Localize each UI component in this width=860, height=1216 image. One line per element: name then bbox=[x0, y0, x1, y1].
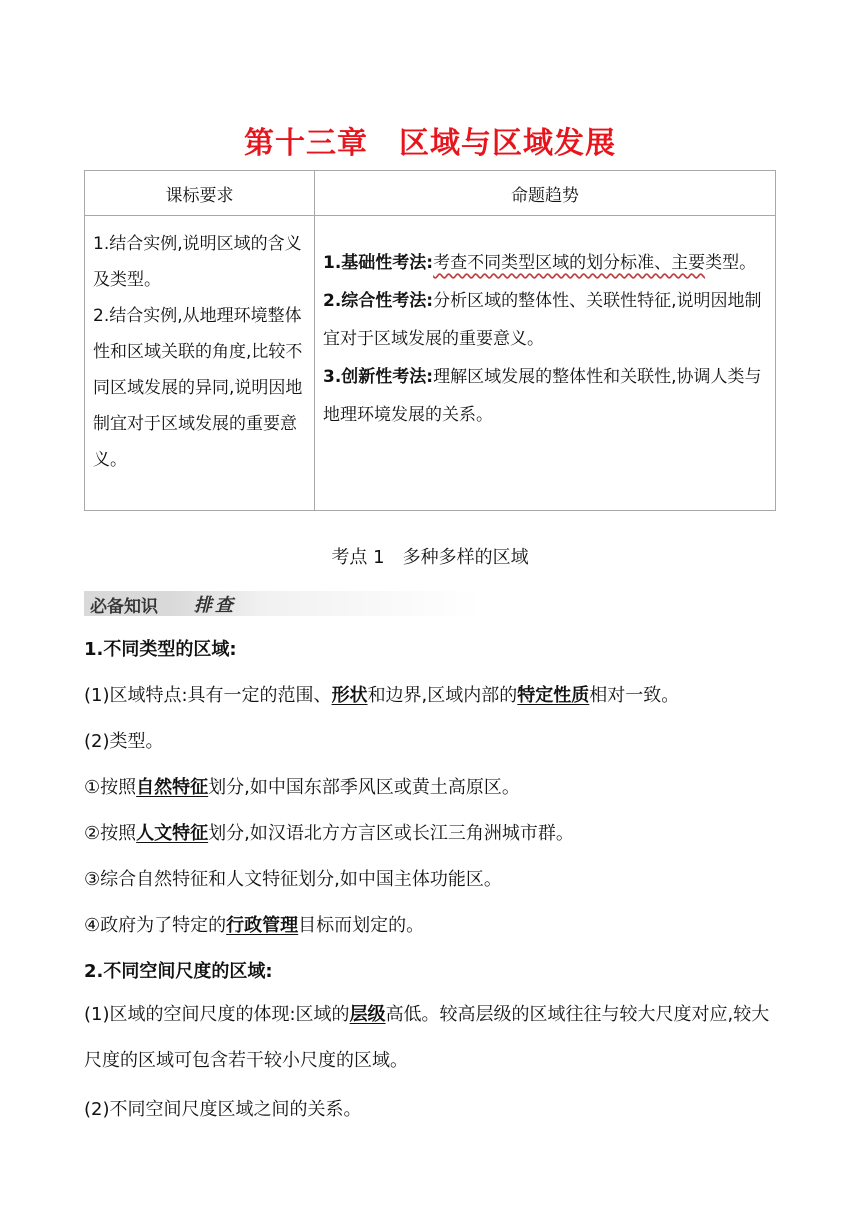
requirements-table bbox=[84, 170, 776, 511]
text-paragraph bbox=[84, 992, 784, 1084]
knowledge-banner bbox=[84, 591, 480, 616]
trend-label: 1.基础性考法: bbox=[323, 253, 434, 273]
text-span: (1)区域的空间尺度的体现:区域的 bbox=[84, 1004, 350, 1025]
key-term: 特定性质 bbox=[517, 685, 590, 706]
key-term: 形状 bbox=[331, 685, 368, 706]
text-line bbox=[84, 681, 679, 707]
standard-cell bbox=[85, 216, 315, 511]
text-line: (2)不同空间尺度区域之间的关系。 bbox=[84, 1099, 362, 1120]
banner-label: 必备知识 bbox=[90, 597, 158, 617]
trend-text: 理解区域发展的整体性和关联性,协调人类与地理环境发展的关系。 bbox=[323, 367, 762, 425]
text-span: 相对一致。 bbox=[589, 685, 680, 706]
text-span: 划分,如汉语北方方言区或长江三角洲城市群。 bbox=[208, 823, 574, 844]
text-span: ①按照 bbox=[84, 777, 137, 798]
key-term: 人文特征 bbox=[136, 823, 209, 844]
trend-item bbox=[323, 282, 769, 358]
text-span: (1)区域特点:具有一定的范围、 bbox=[84, 685, 332, 706]
text-line: ③综合自然特征和人文特征划分,如中国主体功能区。 bbox=[84, 869, 502, 890]
standard-item: 1.结合实例,说明区域的含义及类型。 bbox=[93, 234, 302, 290]
text-line bbox=[84, 911, 424, 937]
trend-label: 2.综合性考法: bbox=[323, 291, 434, 311]
trend-text: 考查不同类型区域的划分标准、主要 bbox=[433, 253, 706, 273]
text-line bbox=[84, 819, 574, 845]
text-line bbox=[84, 773, 520, 799]
trend-text: 分析区域的整体性、关联性特征,说明因地制宜对于区域发展的重要意义。 bbox=[323, 291, 762, 349]
heading-region-types: 1.不同类型的区域: bbox=[84, 639, 237, 660]
text-span: ④政府为了特定的 bbox=[84, 915, 227, 936]
trend-item bbox=[323, 244, 769, 282]
chapter-title: 第十三章 区域与区域发展 bbox=[244, 126, 616, 161]
section-title: 考点 1 多种多样的区域 bbox=[331, 547, 529, 568]
trend-label: 3.创新性考法: bbox=[323, 367, 434, 387]
text-span: ②按照 bbox=[84, 823, 137, 844]
text-span: 划分,如中国东部季风区或黄土高原区。 bbox=[208, 777, 520, 798]
key-term: 层级 bbox=[349, 1004, 386, 1025]
heading-spatial-scale: 2.不同空间尺度的区域: bbox=[84, 961, 273, 982]
table-header-standard: 课标要求 bbox=[85, 171, 315, 216]
trend-cell bbox=[315, 216, 776, 511]
banner-label-italic: 排查 bbox=[194, 595, 236, 616]
text-line: (2)类型。 bbox=[84, 731, 164, 752]
trend-text: 类型。 bbox=[705, 253, 757, 273]
trend-item bbox=[323, 358, 769, 434]
text-span: 高低。较高层级的区域往往与较大尺度对应,较大尺度的区域可包含若干较小尺度的区域。 bbox=[84, 1004, 770, 1071]
text-span: 目标而划定的。 bbox=[298, 915, 425, 936]
standard-item: 2.结合实例,从地理环境整体性和区域关联的角度,比较不同区域发展的异同,说明因地制宜对于区域发展的重要意义。 bbox=[93, 306, 303, 470]
key-term: 自然特征 bbox=[136, 777, 209, 798]
key-term: 行政管理 bbox=[226, 915, 299, 936]
text-span: 和边界,区域内部的 bbox=[367, 685, 518, 706]
table-header-trend: 命题趋势 bbox=[315, 171, 776, 216]
